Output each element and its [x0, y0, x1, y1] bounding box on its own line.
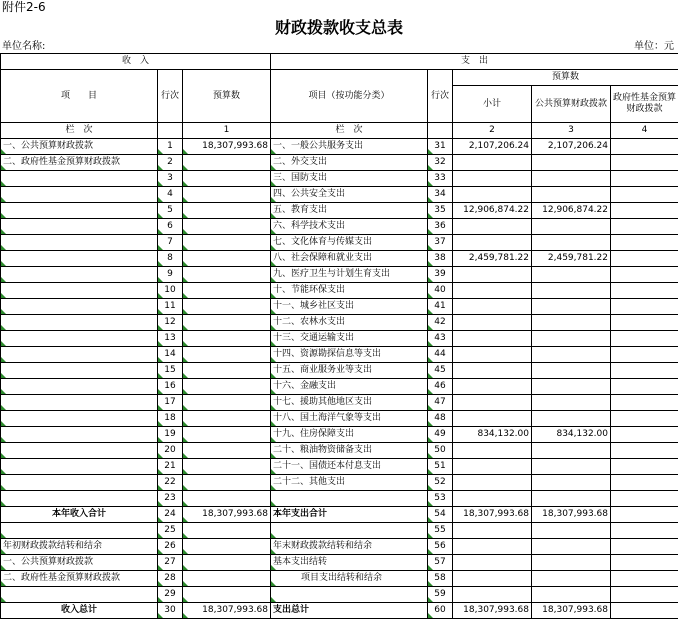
- expense-subtotal-value: [453, 299, 532, 315]
- table-row: [1, 363, 678, 379]
- income-item-cell: [1, 187, 158, 203]
- income-budget-value: [183, 283, 271, 299]
- income-item-cell: [1, 363, 158, 379]
- expense-row-number: 43: [428, 331, 453, 347]
- expense-item-cell: 十、节能环保支出: [271, 283, 428, 299]
- fund-budget-value: [611, 139, 678, 155]
- general-budget-value: [532, 155, 611, 171]
- expense-subtotal-value: [453, 587, 532, 603]
- income-budget-value: [183, 331, 271, 347]
- budget-group-header: 预算数: [453, 70, 678, 86]
- income-budget-value: [183, 299, 271, 315]
- expense-row-number: 57: [428, 555, 453, 571]
- expense-subtotal-value: [453, 235, 532, 251]
- table-row: [1, 283, 678, 299]
- income-row-number: 27: [158, 555, 183, 571]
- general-budget-value: [532, 523, 611, 539]
- fund-budget-value: [611, 315, 678, 331]
- expense-row-number: 56: [428, 539, 453, 555]
- income-budget-value: [183, 571, 271, 587]
- fund-budget-value: [611, 411, 678, 427]
- fund-budget-value: [611, 587, 678, 603]
- fund-budget-value: [611, 347, 678, 363]
- income-item-cell: [1, 315, 158, 331]
- header-row-columns: [1, 70, 678, 86]
- expense-subtotal-value: 18,307,993.68: [453, 603, 532, 619]
- table-row: [1, 187, 678, 203]
- fund-budget-value: [611, 491, 678, 507]
- income-item-cell: 本年收入合计: [1, 507, 158, 523]
- income-row-number: 22: [158, 475, 183, 491]
- income-row-number: 9: [158, 267, 183, 283]
- expense-item-cell: 六、科学技术支出: [271, 219, 428, 235]
- general-budget-value: [532, 235, 611, 251]
- income-item-cell: [1, 411, 158, 427]
- header-row-sections: [1, 54, 678, 70]
- general-budget-value: [532, 443, 611, 459]
- income-item-cell: 年初财政拨款结转和结余: [1, 539, 158, 555]
- unit-name-label: 单位名称:: [2, 41, 46, 52]
- fund-budget-value: [611, 443, 678, 459]
- income-row-number: 29: [158, 587, 183, 603]
- income-row-number: 4: [158, 187, 183, 203]
- expense-item-cell: 支出总计: [271, 603, 428, 619]
- expense-row-number: 52: [428, 475, 453, 491]
- table-row: [1, 587, 678, 603]
- expense-row-number: 51: [428, 459, 453, 475]
- income-row-number: 24: [158, 507, 183, 523]
- general-budget-value: 834,132.00: [532, 427, 611, 443]
- fund-budget-value: [611, 171, 678, 187]
- general-budget-value: [532, 187, 611, 203]
- income-item-cell: [1, 427, 158, 443]
- table-row: [1, 251, 678, 267]
- income-budget-header: 预算数: [183, 70, 271, 123]
- expense-row-number: 47: [428, 395, 453, 411]
- income-item-cell: 收入总计: [1, 603, 158, 619]
- expense-item-cell: 基本支出结转: [271, 555, 428, 571]
- general-budget-value: [532, 299, 611, 315]
- expense-item-cell: 十一、城乡社区支出: [271, 299, 428, 315]
- fund-budget-header: 政府性基金预算财政拨款: [611, 86, 678, 123]
- general-budget-value: [532, 315, 611, 331]
- expense-item-cell: 十九、住房保障支出: [271, 427, 428, 443]
- expense-subtotal-value: [453, 395, 532, 411]
- table-row: [1, 411, 678, 427]
- expense-subtotal-value: [453, 331, 532, 347]
- income-row-number: 2: [158, 155, 183, 171]
- fund-budget-value: [611, 475, 678, 491]
- expense-row-number: 46: [428, 379, 453, 395]
- expense-item-cell: 三、国防支出: [271, 171, 428, 187]
- income-row-number: 28: [158, 571, 183, 587]
- income-budget-value: [183, 443, 271, 459]
- general-budget-value: [532, 283, 611, 299]
- table-row: [1, 219, 678, 235]
- expense-item-cell: [271, 523, 428, 539]
- income-budget-value: [183, 155, 271, 171]
- expense-subtotal-value: [453, 363, 532, 379]
- expense-row-number: 60: [428, 603, 453, 619]
- fund-budget-value: [611, 267, 678, 283]
- income-row-number: 8: [158, 251, 183, 267]
- income-budget-value: [183, 235, 271, 251]
- income-row-number: 26: [158, 539, 183, 555]
- expense-subtotal-value: [453, 155, 532, 171]
- income-budget-value: 18,307,993.68: [183, 139, 271, 155]
- expense-item-cell: 一、一般公共服务支出: [271, 139, 428, 155]
- expense-item-cell: 八、社会保障和就业支出: [271, 251, 428, 267]
- income-budget-value: [183, 459, 271, 475]
- income-item-cell: 一、公共预算财政拨款: [1, 555, 158, 571]
- table-row: [1, 443, 678, 459]
- expense-item-cell: [271, 587, 428, 603]
- general-budget-value: [532, 459, 611, 475]
- income-item-cell: [1, 203, 158, 219]
- income-budget-value: [183, 267, 271, 283]
- income-row-number: 5: [158, 203, 183, 219]
- expense-item-cell: 十八、国土海洋气象等支出: [271, 411, 428, 427]
- income-row-number: 23: [158, 491, 183, 507]
- expense-item-cell: 年末财政拨款结转和结余: [271, 539, 428, 555]
- income-item-cell: [1, 379, 158, 395]
- expense-item-cell: [271, 491, 428, 507]
- fund-budget-value: [611, 523, 678, 539]
- table-row: [1, 571, 678, 587]
- income-item-cell: 一、公共预算财政拨款: [1, 139, 158, 155]
- expense-rowno-header: 行次: [428, 70, 453, 123]
- expense-item-cell: 十六、金融支出: [271, 379, 428, 395]
- general-budget-value: [532, 539, 611, 555]
- expense-row-number: 44: [428, 347, 453, 363]
- expense-subtotal-value: [453, 523, 532, 539]
- income-budget-value: [183, 475, 271, 491]
- general-budget-value: [532, 555, 611, 571]
- income-section-header: 收 入: [1, 54, 271, 70]
- general-budget-value: [532, 491, 611, 507]
- expense-item-cell: 十五、商业服务业等支出: [271, 363, 428, 379]
- fund-budget-value: [611, 219, 678, 235]
- expense-subtotal-value: 834,132.00: [453, 427, 532, 443]
- income-item-cell: [1, 331, 158, 347]
- income-row-number: 25: [158, 523, 183, 539]
- fund-budget-value: [611, 379, 678, 395]
- income-budget-value: 18,307,993.68: [183, 603, 271, 619]
- general-budget-header: 公共预算财政拨款: [532, 86, 611, 123]
- income-item-cell: [1, 443, 158, 459]
- fund-budget-value: [611, 203, 678, 219]
- fund-budget-value: [611, 235, 678, 251]
- table-row: [1, 203, 678, 219]
- expense-subtotal-value: [453, 267, 532, 283]
- general-budget-value: [532, 331, 611, 347]
- expense-subtotal-value: 18,307,993.68: [453, 507, 532, 523]
- table-row: [1, 427, 678, 443]
- currency-unit-label: 单位：元: [634, 41, 674, 52]
- income-item-cell: [1, 299, 158, 315]
- expense-row-number: 31: [428, 139, 453, 155]
- income-budget-value: [183, 539, 271, 555]
- expense-section-header: 支 出: [271, 54, 678, 70]
- income-row-number: 30: [158, 603, 183, 619]
- general-budget-value: [532, 411, 611, 427]
- expense-item-cell: 十二、农林水支出: [271, 315, 428, 331]
- income-budget-value: [183, 363, 271, 379]
- finance-table: [0, 53, 678, 619]
- general-budget-value: 2,107,206.24: [532, 139, 611, 155]
- income-rowno-header: 行次: [158, 70, 183, 123]
- expense-row-number: 37: [428, 235, 453, 251]
- table-row: [1, 603, 678, 619]
- expense-item-cell: 二、外交支出: [271, 155, 428, 171]
- table-row: [1, 539, 678, 555]
- income-budget-value: [183, 395, 271, 411]
- expense-row-number: 38: [428, 251, 453, 267]
- income-row-number: 17: [158, 395, 183, 411]
- income-budget-value: [183, 379, 271, 395]
- expense-subtotal-value: 2,459,781.22: [453, 251, 532, 267]
- fund-budget-value: [611, 507, 678, 523]
- expense-item-cell: 十三、交通运输支出: [271, 331, 428, 347]
- expense-item-cell: 十七、援助其他地区支出: [271, 395, 428, 411]
- subtotal-header: 小计: [453, 86, 532, 123]
- income-item-cell: [1, 219, 158, 235]
- expense-subtotal-value: [453, 171, 532, 187]
- general-budget-value: [532, 587, 611, 603]
- income-row-number: 1: [158, 139, 183, 155]
- expense-row-number: 34: [428, 187, 453, 203]
- expense-item-cell: 五、教育支出: [271, 203, 428, 219]
- col-number-4: 4: [611, 123, 678, 139]
- table-row: [1, 507, 678, 523]
- table-row: [1, 171, 678, 187]
- expense-row-number: 35: [428, 203, 453, 219]
- income-item-cell: [1, 523, 158, 539]
- income-budget-value: [183, 187, 271, 203]
- income-item-cell: [1, 459, 158, 475]
- expense-row-number: 41: [428, 299, 453, 315]
- income-item-cell: [1, 395, 158, 411]
- expense-row-number: 32: [428, 155, 453, 171]
- table-row: [1, 299, 678, 315]
- general-budget-value: [532, 571, 611, 587]
- income-row-number: 18: [158, 411, 183, 427]
- income-budget-value: [183, 315, 271, 331]
- income-row-number: 3: [158, 171, 183, 187]
- income-row-number: 16: [158, 379, 183, 395]
- income-item-cell: [1, 235, 158, 251]
- income-row-number: 12: [158, 315, 183, 331]
- income-budget-value: [183, 491, 271, 507]
- income-budget-value: [183, 347, 271, 363]
- income-item-cell: [1, 587, 158, 603]
- income-item-cell: [1, 171, 158, 187]
- table-row: [1, 139, 678, 155]
- expense-item-cell: 十四、资源勘探信息等支出: [271, 347, 428, 363]
- general-budget-value: [532, 347, 611, 363]
- table-row: [1, 267, 678, 283]
- fund-budget-value: [611, 363, 678, 379]
- fund-budget-value: [611, 187, 678, 203]
- fund-budget-value: [611, 299, 678, 315]
- income-budget-value: [183, 411, 271, 427]
- general-budget-value: [532, 379, 611, 395]
- col-number-1: 1: [183, 123, 271, 139]
- income-budget-value: [183, 523, 271, 539]
- expense-row-number: 58: [428, 571, 453, 587]
- expense-row-number: 53: [428, 491, 453, 507]
- expense-row-number: 50: [428, 443, 453, 459]
- income-item-cell: [1, 267, 158, 283]
- income-budget-value: [183, 251, 271, 267]
- fund-budget-value: [611, 459, 678, 475]
- expense-subtotal-value: [453, 347, 532, 363]
- income-budget-value: [183, 203, 271, 219]
- expense-item-cell: 二十二、其他支出: [271, 475, 428, 491]
- expense-subtotal-value: [453, 539, 532, 555]
- expense-item-cell: 四、公共安全支出: [271, 187, 428, 203]
- header-row-colnumbers: [1, 123, 678, 139]
- table-row: [1, 155, 678, 171]
- income-budget-value: [183, 171, 271, 187]
- expense-row-number: 48: [428, 411, 453, 427]
- table-row: [1, 459, 678, 475]
- expense-item-header: 项目（按功能分类）: [271, 70, 428, 123]
- general-budget-value: [532, 219, 611, 235]
- expense-row-number: 49: [428, 427, 453, 443]
- income-budget-value: [183, 427, 271, 443]
- col-label-income: 栏 次: [1, 123, 158, 139]
- expense-item-cell: 二十一、国债还本付息支出: [271, 459, 428, 475]
- expense-subtotal-value: [453, 459, 532, 475]
- expense-subtotal-value: [453, 571, 532, 587]
- income-item-cell: [1, 347, 158, 363]
- expense-item-cell: 九、医疗卫生与计划生育支出: [271, 267, 428, 283]
- expense-row-number: 33: [428, 171, 453, 187]
- fund-budget-value: [611, 283, 678, 299]
- table-row: [1, 475, 678, 491]
- expense-row-number: 42: [428, 315, 453, 331]
- expense-row-number: 40: [428, 283, 453, 299]
- expense-subtotal-value: [453, 379, 532, 395]
- fund-budget-value: [611, 331, 678, 347]
- income-row-number: 7: [158, 235, 183, 251]
- expense-subtotal-value: 2,107,206.24: [453, 139, 532, 155]
- fund-budget-value: [611, 539, 678, 555]
- general-budget-value: 2,459,781.22: [532, 251, 611, 267]
- general-budget-value: [532, 363, 611, 379]
- expense-row-number: 39: [428, 267, 453, 283]
- expense-item-cell: 七、文化体育与传媒支出: [271, 235, 428, 251]
- expense-row-number: 45: [428, 363, 453, 379]
- expense-item-cell: 二十、粮油物资储备支出: [271, 443, 428, 459]
- table-row: [1, 395, 678, 411]
- expense-subtotal-value: [453, 491, 532, 507]
- income-row-number: 6: [158, 219, 183, 235]
- col-number-3: 3: [532, 123, 611, 139]
- expense-row-number: 55: [428, 523, 453, 539]
- expense-subtotal-value: [453, 555, 532, 571]
- income-budget-value: [183, 219, 271, 235]
- expense-item-cell: 项目支出结转和结余: [271, 571, 428, 587]
- table-row: [1, 235, 678, 251]
- income-budget-value: [183, 587, 271, 603]
- general-budget-value: [532, 267, 611, 283]
- expense-subtotal-value: [453, 315, 532, 331]
- col-blank-2: [428, 123, 453, 139]
- income-item-cell: [1, 251, 158, 267]
- fund-budget-value: [611, 603, 678, 619]
- income-item-cell: 二、政府性基金预算财政拨款: [1, 155, 158, 171]
- table-row: [1, 347, 678, 363]
- income-row-number: 20: [158, 443, 183, 459]
- col-blank-1: [158, 123, 183, 139]
- income-row-number: 14: [158, 347, 183, 363]
- income-row-number: 13: [158, 331, 183, 347]
- annex-label: 附件2-6: [2, 0, 46, 14]
- fund-budget-value: [611, 427, 678, 443]
- income-row-number: 10: [158, 283, 183, 299]
- income-budget-value: [183, 555, 271, 571]
- col-number-2: 2: [453, 123, 532, 139]
- income-item-cell: [1, 283, 158, 299]
- expense-subtotal-value: [453, 475, 532, 491]
- table-row: [1, 315, 678, 331]
- table-row: [1, 555, 678, 571]
- general-budget-value: 18,307,993.68: [532, 507, 611, 523]
- general-budget-value: 18,307,993.68: [532, 603, 611, 619]
- expense-subtotal-value: [453, 219, 532, 235]
- fund-budget-value: [611, 555, 678, 571]
- table-row: [1, 331, 678, 347]
- table-row: [1, 491, 678, 507]
- expense-subtotal-value: [453, 283, 532, 299]
- col-label-expense: 栏 次: [271, 123, 428, 139]
- fund-budget-value: [611, 395, 678, 411]
- page-title: 财政拨款收支总表: [274, 18, 403, 37]
- table-row: [1, 379, 678, 395]
- general-budget-value: [532, 171, 611, 187]
- income-row-number: 21: [158, 459, 183, 475]
- expense-subtotal-value: [453, 187, 532, 203]
- expense-subtotal-value: 12,906,874.22: [453, 203, 532, 219]
- income-item-header: 项 目: [1, 70, 158, 123]
- expense-subtotal-value: [453, 443, 532, 459]
- income-row-number: 11: [158, 299, 183, 315]
- general-budget-value: 12,906,874.22: [532, 203, 611, 219]
- income-item-cell: [1, 475, 158, 491]
- fund-budget-value: [611, 251, 678, 267]
- expense-row-number: 59: [428, 587, 453, 603]
- expense-item-cell: 本年支出合计: [271, 507, 428, 523]
- income-budget-value: 18,307,993.68: [183, 507, 271, 523]
- income-item-cell: 二、政府性基金预算财政拨款: [1, 571, 158, 587]
- fund-budget-value: [611, 571, 678, 587]
- table-row: [1, 523, 678, 539]
- general-budget-value: [532, 395, 611, 411]
- income-row-number: 15: [158, 363, 183, 379]
- expense-row-number: 36: [428, 219, 453, 235]
- general-budget-value: [532, 475, 611, 491]
- expense-subtotal-value: [453, 411, 532, 427]
- fund-budget-value: [611, 155, 678, 171]
- income-row-number: 19: [158, 427, 183, 443]
- expense-row-number: 54: [428, 507, 453, 523]
- income-item-cell: [1, 491, 158, 507]
